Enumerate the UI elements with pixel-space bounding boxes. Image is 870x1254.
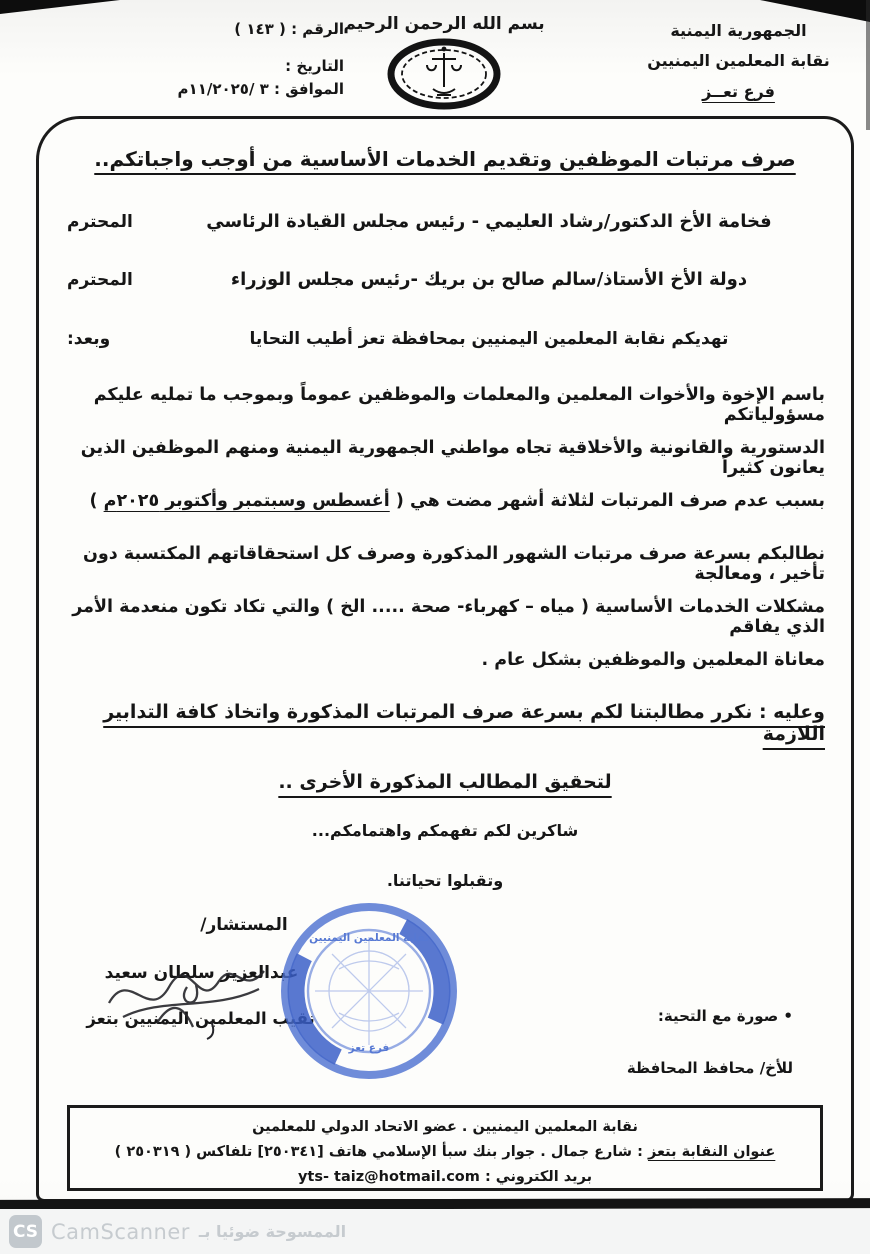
- stamp-top-text: نقابة المعلمين اليمنيين: [309, 932, 429, 944]
- union-stamp-icon: [277, 899, 461, 1083]
- recipient-honorific: المحترم: [67, 270, 133, 290]
- cc-note: • صورة مع التحية:: [657, 1007, 793, 1025]
- subject-line: [39, 147, 851, 171]
- demand-line: [39, 771, 851, 793]
- footer-contact-box: [67, 1105, 823, 1191]
- cc-recipient: للأخ/ محافظ المحافظة: [626, 1059, 793, 1077]
- greeting-after: وبعد:: [67, 329, 111, 349]
- ref-corresponding-date: الموافق : ٣ /١١/٢٠٢٥م: [177, 79, 344, 98]
- body-line: نطالبكم بسرعة صرف مرتبات الشهور المذكورة وصرف كل استحقاقاتهم المكتسبة دون تأخير ، ومعالجة: [82, 544, 825, 584]
- footer-address-line: [70, 1140, 820, 1165]
- body-line: مشكلات الخدمات الأساسية ( مياه – كهرباء- صحة ..... الخ ) والتي تكاد تكون منعدمة الأمر الذي يفاقم: [72, 597, 825, 637]
- demand-text: وعليه : نكرر مطالبتنا لكم بسرعة صرف المرتبات المذكورة واتخاذ كافة التدابير اللازمة: [103, 701, 825, 745]
- scan-edge-artifact: [866, 0, 870, 130]
- camscanner-badge-icon: CS: [9, 1215, 42, 1248]
- greeting-text: تهديكم نقابة المعلمين اليمنيين بمحافظة تعز أطيب التحايا: [249, 329, 729, 349]
- letterhead-ref-block: [104, 20, 344, 100]
- org-country: الجمهورية اليمنية: [670, 21, 807, 40]
- camscanner-brand-text: CamScanner: [51, 1219, 190, 1244]
- footer-email-address: yts- taiz@hotmail.com: [297, 1169, 480, 1185]
- body-line: [65, 491, 825, 511]
- greeting-row: [67, 329, 823, 349]
- basmala-text: بسم الله الرحمن الرحيم: [343, 14, 545, 34]
- org-name: نقابة المعلمين اليمنيين: [647, 51, 830, 71]
- signatory-title: المستشار/: [200, 915, 288, 935]
- footer-address-label: عنوان النقابة بتعز: [647, 1144, 776, 1160]
- thanks-line: شاكرين لكم تفهمكم واهتمامكم...: [311, 821, 579, 840]
- letterhead-center-block: [318, 14, 570, 115]
- footer-address-text: : شارع جمال . جوار بنك سبأ الإسلامي هاتف [٢٥٠٣٤١] تلفاكس ( ٢٥٠٣١٩ ): [114, 1144, 648, 1160]
- body-line: باسم الإخوة والأخوات المعلمين والمعلمات والموظفين عموماً وبموجب ما تمليه عليكم مسؤولياتكم: [93, 385, 825, 425]
- camscanner-watermark-bar: [0, 1209, 870, 1254]
- body-line-suffix: ): [89, 491, 104, 511]
- stamp-bottom-text: فرع تعز: [348, 1042, 390, 1054]
- demand-text: لتحقيق المطالب المذكورة الأخرى ..: [278, 771, 612, 793]
- union-emblem-icon: [385, 96, 503, 115]
- camscanner-watermark-text: الممسوحة ضوئيا بـ: [198, 1222, 347, 1241]
- closing-line: وتقبلوا تحياتنا.: [386, 871, 504, 890]
- ref-date: التاريخ :: [285, 57, 344, 75]
- body-line: الدستورية والقانونية والأخلاقية تجاه مواطني الجمهورية اليمنية ومنهم الموظفين الذين يعانون كثيراً: [80, 438, 825, 478]
- unpaid-months-text: أغسطس وسبتمبر وأكتوبر ٢٠٢٥م: [103, 491, 390, 511]
- letter-body-frame: [36, 116, 854, 1202]
- org-branch: فرع تعــز: [702, 81, 775, 101]
- signatory-role: نقيب المعلمين اليمنيين بتعز: [86, 1009, 315, 1028]
- footer-org-line: نقابة المعلمين اليمنيين . عضو الاتحاد الدولي للمعلمين: [252, 1119, 638, 1135]
- recipient-honorific: المحترم: [67, 212, 133, 232]
- body-line-prefix: بسبب عدم صرف المرتبات لثلاثة أشهر مضت هي (: [389, 491, 825, 511]
- recipient-name: دولة الأخ الأستاذ/سالم صالح بن بريك -رئيس مجلس الوزراء: [230, 269, 748, 290]
- footer-email-label: بريد الكتروني :: [484, 1169, 593, 1185]
- body-line: معاناة المعلمين والموظفين بشكل عام .: [481, 650, 825, 670]
- scan-corner-artifact: [0, 0, 120, 14]
- recipient-row: [67, 269, 823, 290]
- letterhead-org-block: [621, 16, 856, 107]
- subject-text: صرف مرتبات الموظفين وتقديم الخدمات الأساسية من أوجب واجباتكم..: [94, 147, 796, 171]
- recipient-row: [67, 211, 823, 232]
- recipient-name: فخامة الأخ الدكتور/رشاد العليمي - رئيس مجلس القيادة الرئاسي: [206, 211, 772, 232]
- signatory-name: عبدالعزيز سلطان سعيد: [104, 963, 299, 983]
- footer-email-line: [70, 1165, 820, 1190]
- ref-number: الرقم : ( ١٤٣ ): [234, 20, 344, 38]
- demand-line: [65, 701, 825, 745]
